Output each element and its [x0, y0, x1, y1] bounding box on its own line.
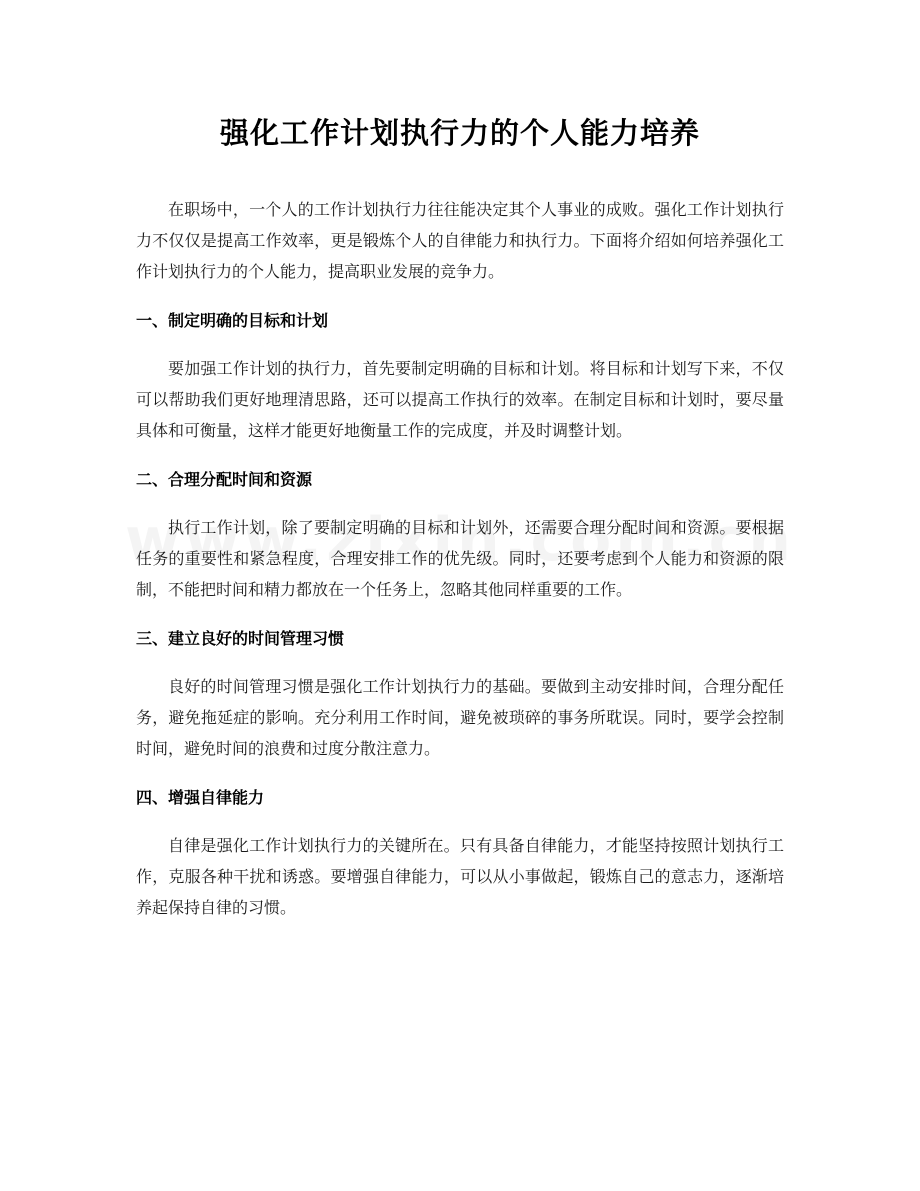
section-heading: 一、制定明确的目标和计划 — [136, 311, 329, 330]
spacer — [136, 764, 784, 782]
section — [136, 305, 784, 464]
spacer — [136, 605, 784, 623]
section-body: 良好的时间管理习惯是强化工作计划执行力的基础。要做到主动安排时间，合理分配任务，避免拖延症的影响。充分利用工作时间，避免被琐碎的事务所耽误。同时，要学会控制时间，避免时间的浪费和过度分散注意力。 — [136, 677, 784, 758]
section-body: 执行工作计划，除了要制定明确的目标和计划外，还需要合理分配时间和资源。要根据任务的重要性和紧急程度，合理安排工作的优先级。同时，还要考虑到个人能力和资源的限制，不能把时间和精力都放在一个任务上，忽略其他同样重要的工作。 — [136, 518, 784, 599]
section-heading: 三、建立良好的时间管理习惯 — [136, 629, 345, 648]
section-body: 自律是强化工作计划执行力的关键所在。只有具备自律能力，才能坚持按照计划执行工作，克服各种干扰和诱惑。要增强自律能力，可以从小事做起，锻炼自己的意志力，逐渐培养起保持自律的习惯。 — [136, 836, 784, 917]
section — [136, 623, 784, 782]
section — [136, 464, 784, 623]
section-heading: 二、合理分配时间和资源 — [136, 470, 313, 489]
spacer — [136, 336, 784, 353]
spacer — [136, 495, 784, 512]
document-title: 强化工作计划执行力的个人能力培养 — [219, 116, 700, 150]
section-body: 要加强工作计划的执行力，首先要制定明确的目标和计划。将目标和计划写下来，不仅可以帮助我们更好地理清思路，还可以提高工作执行的效率。在制定目标和计划时，要尽量具体和可衡量，这样才能更好地衡量工作的完成度，并及时调整计划。 — [136, 359, 784, 440]
section-heading: 四、增强自律能力 — [136, 788, 265, 807]
intro-paragraph: 在职场中，一个人的工作计划执行力往往能决定其个人事业的成败。强化工作计划执行力不仅仅是提高工作效率，更是锻炼个人的自律能力和执行力。下面将介绍如何培养强化工作计划执行力的个人能力，提高职业发展的竞争力。 — [136, 200, 784, 281]
spacer — [136, 654, 784, 671]
spacer — [136, 813, 784, 830]
section — [136, 782, 784, 923]
spacer — [136, 287, 784, 305]
spacer — [136, 446, 784, 464]
